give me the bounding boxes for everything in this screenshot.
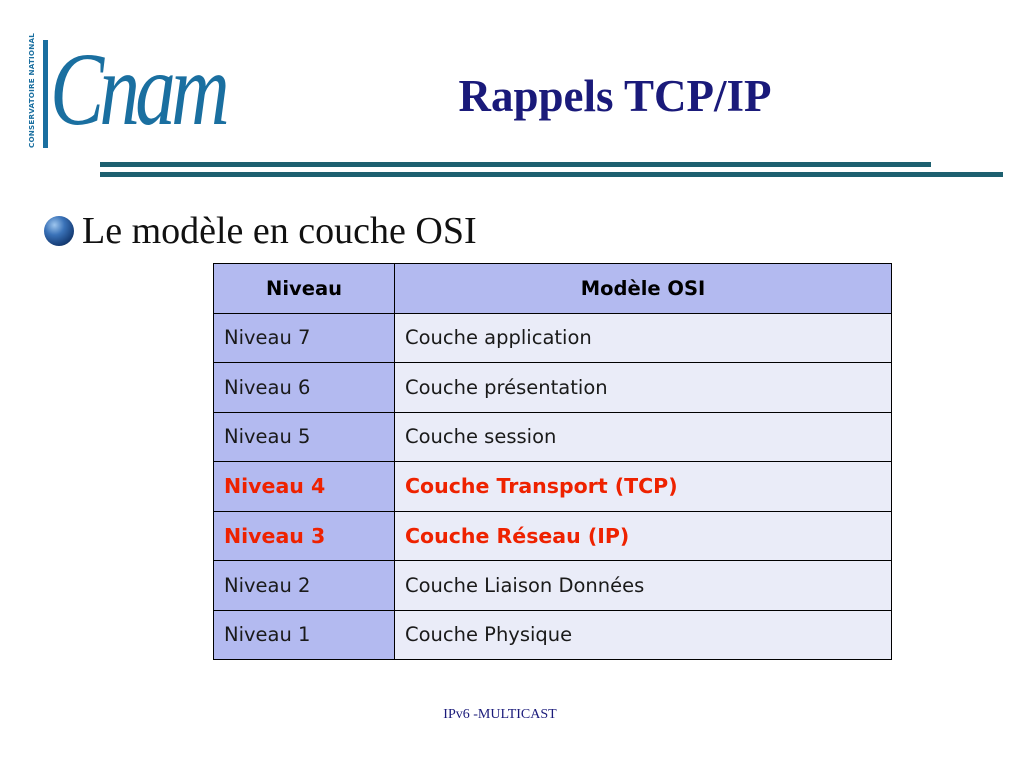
table-row: [214, 610, 892, 660]
level-cell: Niveau 1: [214, 610, 395, 660]
level-cell: Niveau 5: [214, 412, 395, 462]
sphere-bullet-icon: [44, 216, 74, 246]
level-cell: Niveau 4: [214, 462, 395, 512]
table-row: [214, 561, 892, 611]
model-cell: Couche présentation: [395, 363, 892, 413]
logo-side-text: CONSERVATOIRE NATIONAL: [27, 33, 36, 148]
slide-footer: IPv6 -MULTICAST: [443, 707, 557, 722]
bullet-item: [44, 208, 477, 254]
slide-title: Rappels TCP/IP: [458, 71, 772, 121]
model-cell: Couche Réseau (IP): [395, 511, 892, 561]
header-model: Modèle OSI: [395, 264, 892, 314]
model-cell: Couche Liaison Données: [395, 561, 892, 611]
table-row: [214, 412, 892, 462]
model-cell: Couche Transport (TCP): [395, 462, 892, 512]
model-cell: Couche Physique: [395, 610, 892, 660]
title-rule-bottom: [100, 172, 1003, 177]
level-cell: Niveau 2: [214, 561, 395, 611]
model-cell: Couche application: [395, 313, 892, 363]
table-row: [214, 313, 892, 363]
osi-table: [213, 263, 892, 660]
logo-wordmark: Cnam: [50, 32, 226, 147]
header-level: Niveau: [214, 264, 395, 314]
logo-bar: [43, 40, 48, 148]
table-row-highlighted: [214, 462, 892, 512]
level-cell: Niveau 7: [214, 313, 395, 363]
table-row: [214, 363, 892, 413]
table-header-row: [214, 264, 892, 314]
bullet-text: Le modèle en couche OSI: [82, 210, 477, 252]
table-row-highlighted: [214, 511, 892, 561]
level-cell: Niveau 3: [214, 511, 395, 561]
level-cell: Niveau 6: [214, 363, 395, 413]
model-cell: Couche session: [395, 412, 892, 462]
cnam-logo: [26, 32, 226, 151]
title-rule-top: [100, 162, 931, 167]
